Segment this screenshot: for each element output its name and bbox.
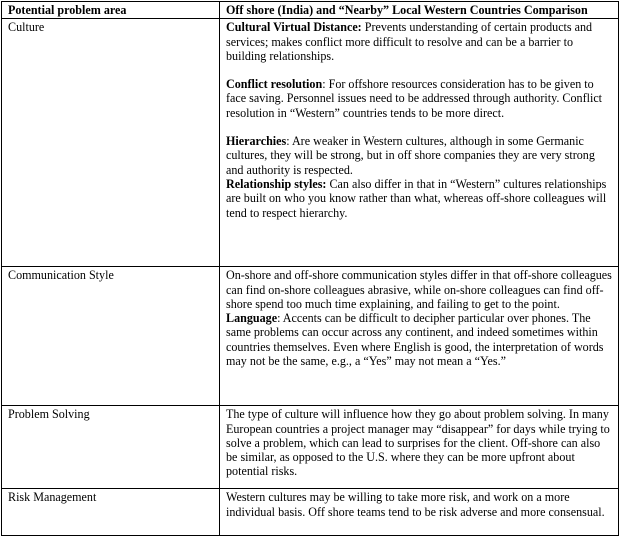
paragraph	[226, 268, 613, 311]
paragraph-lead: Cultural Virtual Distance:	[226, 20, 362, 35]
paragraph-text: : Accents can be difficult to decipher particular over phones. The same problems can occur across any continent, and indeed sometimes within countries themselves. Even where English is good, the interpretation of words may not be the same, e.g., a “Yes” may not mean a “Yes.”	[226, 311, 604, 369]
table-row	[2, 267, 619, 406]
paragraph-text: Can also differ in that in “Western” cultures relationships are built on who you know rather than what, whereas off-shore colleagues will tend to respect hierarchy.	[226, 176, 607, 220]
paragraph-lead: Relationship styles:	[226, 176, 327, 191]
paragraph-lead: Hierarchies	[226, 134, 287, 149]
table-row	[2, 406, 619, 489]
comparison-table	[1, 1, 619, 536]
area-cell: Risk Management	[2, 489, 220, 536]
table-row	[2, 19, 619, 267]
table-row	[2, 489, 619, 536]
paragraph	[226, 20, 613, 63]
comparison-cell	[220, 19, 619, 267]
paragraph-text: : For offshore resources consideration has to be given to face saving. Personnel issues need to be addressed through authority. Conflict resolution in “Western” countries tends to be more direct.	[226, 77, 603, 120]
header-comparison: Off shore (India) and “Nearby” Local Western Countries Comparison	[220, 2, 619, 19]
comparison-cell	[220, 406, 619, 489]
paragraph-text: The type of culture will influence how they go about problem solving. In many European countries a project manager may “disappear” for days while trying to solve a problem, which can lead to surprises for the client. Off-shore can also be similar, as opposed to the U.S. where they can be more upfront about potential risks.	[226, 407, 610, 479]
paragraph-text: : Are weaker in Western cultures, although in some Germanic cultures, they will be strong, but in off shore companies they are very strong and authority is respected.	[226, 134, 595, 177]
header-area: Potential problem area	[2, 2, 220, 19]
paragraph-text: Western cultures may be willing to take more risk, and work on a more individual basis. Off shore teams tend to be risk adverse and more consensual.	[226, 490, 605, 519]
paragraph	[226, 177, 613, 220]
paragraph-text: On-shore and off-shore communication styles differ in that off-shore colleagues can find on-shore colleagues abrasive, while on-shore colleagues can find off-shore spend too much time explaining, and failing to get to the point.	[226, 268, 612, 311]
comparison-cell	[220, 489, 619, 536]
header-row	[2, 2, 619, 19]
paragraph	[226, 407, 613, 478]
paragraph	[226, 490, 613, 519]
area-cell: Communication Style	[2, 267, 220, 406]
paragraph	[226, 311, 613, 368]
paragraph	[226, 134, 613, 177]
area-cell: Problem Solving	[2, 406, 220, 489]
comparison-cell	[220, 267, 619, 406]
paragraph	[226, 77, 613, 120]
paragraph-lead: Conflict resolution	[226, 77, 323, 92]
paragraph-text: Prevents understanding of certain products and services; makes conflict more difficult to resolve and can be a barrier to building relationships.	[226, 20, 593, 63]
area-cell: Culture	[2, 19, 220, 267]
paragraph-lead: Language	[226, 311, 278, 326]
